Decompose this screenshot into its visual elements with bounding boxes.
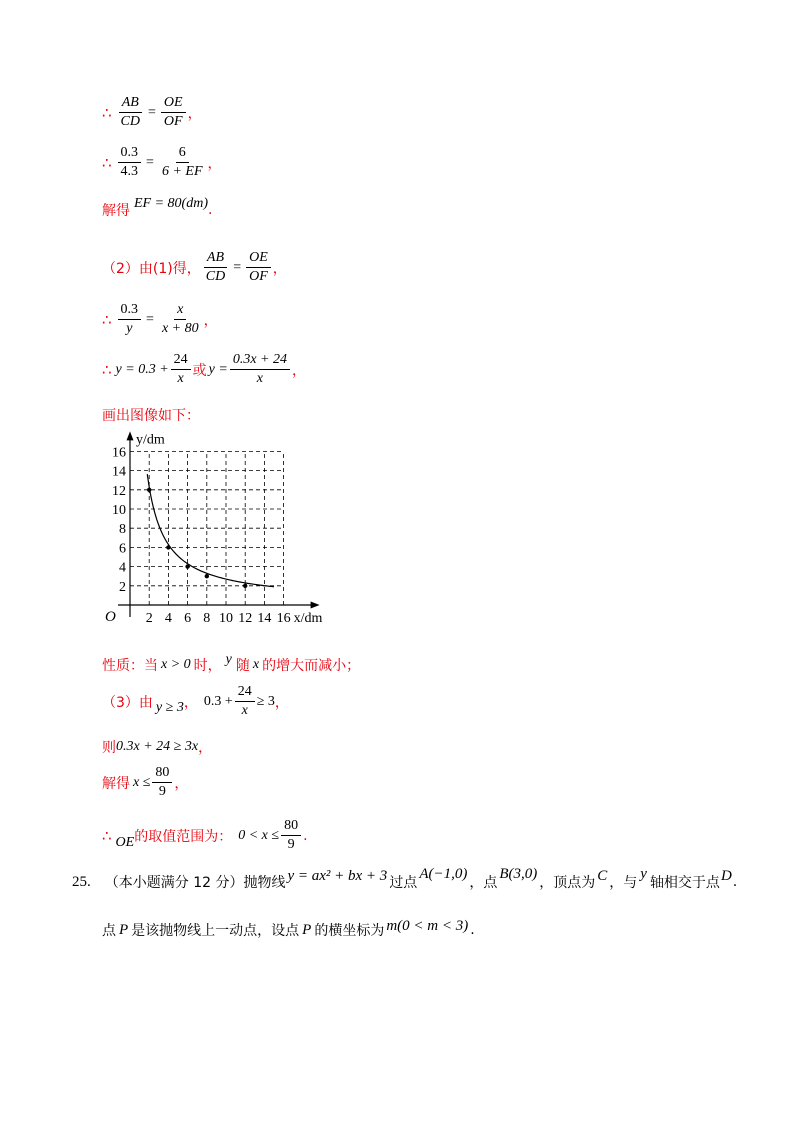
data-points — [147, 488, 247, 588]
data-point — [185, 564, 189, 568]
x-tick-label: 2 — [145, 611, 153, 626]
x-tick-label: 14 — [257, 611, 272, 626]
grid-lines — [130, 451, 284, 605]
y-tick-label: 12 — [112, 483, 126, 499]
fraction-03x24-x: $\frac{0.3x + 24}{x}$ — [230, 352, 290, 387]
y-tick-label: 8 — [119, 522, 126, 538]
data-point — [166, 545, 170, 549]
range-conclusion: ∴ OE 的取值范围为： 0 < x ≤ $\frac{80}{9}$ . — [102, 818, 308, 852]
function-expression: ∴ y = 0.3 + $\frac{24}{x}$ 或 y = $\frac{0.3x + 24}{x}$ ， — [102, 352, 306, 386]
fraction-03-y: $\frac{0.3}{y}$ — [118, 302, 142, 337]
x-tick-label: 4 — [164, 611, 172, 626]
y-tick-label: 14 — [112, 464, 126, 480]
fraction-oe-of: $\frac{OE}{OF}$ — [161, 95, 186, 130]
y-tick-label: 10 — [112, 503, 126, 518]
fraction-80-9: $\frac{80}{9}$ — [281, 818, 301, 853]
origin-label: O — [105, 609, 116, 625]
fraction-ab-cd: $\frac{AB}{CD}$ — [205, 250, 226, 284]
therefore-symbol: ∴ — [102, 360, 112, 379]
fraction-24-x: $\frac{24}{x}$ — [171, 352, 191, 387]
data-point — [205, 574, 209, 578]
curve-series — [147, 474, 274, 587]
ratio-line-2: ∴ $\frac{0.3}{4.3}$ = $\frac{6}{6 + EF}$ ， — [102, 145, 222, 179]
y-axis-label: y/dm — [136, 432, 165, 448]
graph-caption: 画出图像如下： — [102, 408, 200, 424]
fraction-03-43: $\frac{0.3}{4.3}$ — [118, 145, 142, 180]
therefore-symbol: ∴ — [102, 103, 112, 122]
therefore-symbol: ∴ — [102, 310, 112, 329]
fraction-oe-of: $\frac{OE}{OF}$ — [246, 250, 271, 285]
axes — [118, 431, 320, 617]
part-2-intro: （2）由(1)得， $\frac{AB}{CD}$ = $\frac{OE}{OF}$ ， — [102, 250, 287, 284]
fraction-ab-cd: $\frac{AB}{CD}$ — [120, 95, 140, 129]
y-tick-label: 16 — [112, 445, 126, 461]
x-tick-label: 8 — [203, 611, 211, 626]
x-axis-arrow — [311, 602, 320, 609]
question-number: 25. — [72, 873, 91, 890]
data-point — [243, 584, 247, 588]
y-tick-label: 2 — [119, 579, 126, 595]
x-axis-label: x/dm — [293, 611, 323, 626]
question-25-line-2: 点 P 是该抛物线上一动点，设点 P 的横坐标为 m(0 < m < 3) . — [102, 917, 475, 939]
inequality-line: 则 0.3x + 24 ≥ 3x ， — [102, 739, 213, 756]
y-tick-label: 4 — [119, 560, 126, 576]
solution-ef: 解得 EF = 80(dm) . — [102, 196, 213, 219]
property-statement: 性质：当 x > 0 时， y 随 x 的增大而减小； — [102, 652, 361, 674]
x-tick-label: 16 — [276, 611, 291, 626]
part-3-intro: （3）由 y ≥ 3 ， 0.3 + $\frac{24}{x}$ ≥ 3 ， — [102, 684, 289, 718]
x-tick-label: 6 — [184, 611, 192, 626]
x-tick-label: 10 — [219, 611, 233, 626]
ratio-line-1: ∴ $\frac{AB}{CD}$ = $\frac{OE}{OF}$ ， — [102, 95, 202, 129]
fraction-x-x80: $\frac{x}{x + 80}$ — [161, 302, 199, 336]
data-point — [147, 488, 151, 492]
y-axis-arrow — [127, 431, 134, 440]
therefore-symbol: ∴ — [102, 826, 112, 845]
tick-labels — [112, 445, 291, 626]
x-tick-label: 12 — [238, 611, 253, 626]
fraction-24-x: $\frac{24}{x}$ — [235, 684, 255, 719]
ratio-line-5: ∴ $\frac{0.3}{y}$ = $\frac{x}{x + 80}$ ， — [102, 302, 218, 336]
solution-x: 解得 x ≤ $\frac{80}{9}$ ， — [102, 765, 189, 799]
therefore-symbol: ∴ — [102, 153, 112, 172]
fraction-80-9: $\frac{80}{9}$ — [152, 765, 172, 800]
y-tick-label: 6 — [119, 541, 126, 557]
question-25-line-1: 25. （本小题满分 12 分）抛物线 y = ax² + bx + 3 过点 A(−1,0) ，点 B(3,0) ，顶点为 C ，与 y 轴相交于点 D . — [72, 865, 738, 891]
fraction-6-6ef: $\frac{6}{6 + EF}$ — [161, 145, 203, 179]
function-graph — [85, 425, 345, 635]
